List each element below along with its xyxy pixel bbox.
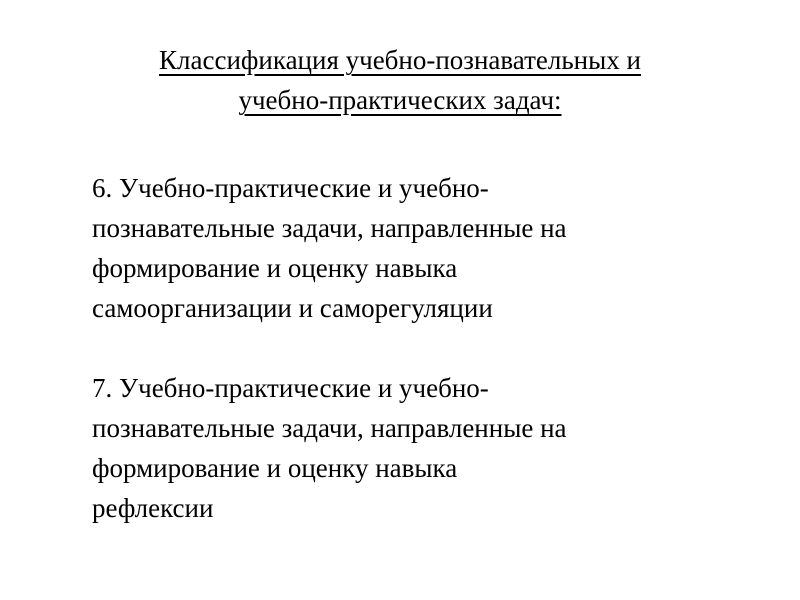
- list-item-7: [92, 368, 622, 528]
- list-item-6-line-4: самоорганизации и саморегуляции: [92, 293, 493, 323]
- list-item-7-line-4: рефлексии: [92, 493, 214, 523]
- item-gap: [92, 328, 622, 368]
- slide-title-line-2: учебно-практических задач:: [238, 85, 562, 115]
- list-item-6: [92, 168, 622, 328]
- list-item-7-line-3: формирование и оценку навыка: [92, 453, 458, 483]
- list-item-6-line-3: формирование и оценку навыка: [92, 253, 458, 283]
- slide-title-line-1: Классификация учебно-познавательных и: [159, 45, 641, 75]
- list-item-6-line-2: познавательные задачи, направленные на: [92, 213, 567, 243]
- list-item-7-line-2: познавательные задачи, направленные на: [92, 413, 567, 443]
- slide-title: [60, 40, 740, 120]
- slide-content: [92, 168, 622, 528]
- list-item-6-line-1: 6. Учебно-практические и учебно-: [92, 173, 489, 203]
- list-item-7-line-1: 7. Учебно-практические и учебно-: [92, 373, 489, 403]
